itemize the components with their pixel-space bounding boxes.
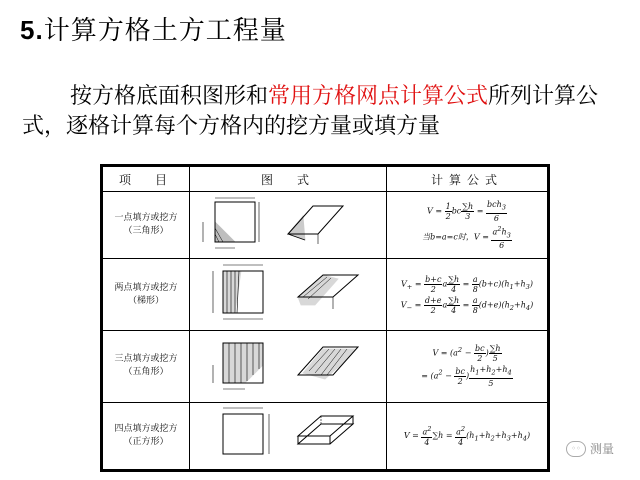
- table-row: [103, 330, 548, 402]
- formula-table: [100, 164, 550, 472]
- row-item: 两点填方或挖方 （梯形）: [103, 259, 190, 331]
- para-part2: 所列计算公式，逐格计算每个方格内的挖方量或填方量: [22, 84, 599, 139]
- row-item: 三点填方或挖方 （五角形）: [103, 330, 190, 402]
- square-diagram: [193, 404, 383, 464]
- pentagon-figure: [190, 330, 387, 402]
- square-figure: [190, 402, 387, 469]
- table-row: [103, 192, 548, 259]
- para-highlight: 常用方格网点计算公式: [268, 84, 489, 109]
- triangle-diagram: [193, 194, 383, 254]
- title-number: 5.: [20, 15, 44, 45]
- watermark-text: 测量: [590, 442, 615, 456]
- table-row: [103, 402, 548, 469]
- pentagon-diagram: [193, 333, 383, 397]
- chat-bubble-icon: ◦◦: [566, 441, 586, 457]
- slide-title: [20, 10, 287, 47]
- trapezoid-figure: [190, 259, 387, 331]
- formula-cell: V = $\frac{a^2}{4}$ ∑h = $\frac{a^2}{4}$ $(h_1+h_2+h_3+h_4)$: [387, 402, 548, 469]
- trapezoid-diagram: [193, 261, 383, 325]
- formula-cell: V = $\frac{1}{2}$ bc $\frac{\sum h}{3}$ = $\frac{bch_3}{6}$ 当b=a=c时，V = $\frac{a^2h_3}{6}$: [387, 192, 548, 259]
- intro-paragraph: [22, 82, 622, 142]
- table-row: [103, 259, 548, 331]
- table-header-row: [103, 167, 548, 192]
- triangle-figure: [190, 192, 387, 259]
- header-formula: 计算公式: [387, 167, 548, 192]
- para-part1: 按方格底面积图形和: [70, 84, 269, 109]
- watermark: [566, 440, 614, 457]
- title-text: 计算方格土方工程量: [43, 16, 287, 46]
- header-item: 项 目: [103, 167, 190, 192]
- row-item: 四点填方或挖方 （正方形）: [103, 402, 190, 469]
- header-figure: 图 式: [190, 167, 387, 192]
- formula-cell: $V_+$ = $\frac{b+c}{2}$ a $\frac{\sum h}{4}$ = $\frac{a}{8}$ $(b+c)(h_1+h_3)$ $V_-$ = $\frac{d+e}{2}$ a $\frac{\sum h}{4}$ = $\frac{a}{8}$ $(d+e)(h_2+h_4)$: [387, 259, 548, 331]
- formula-cell: $V = (a^2$ − $\frac{bc}{2}$ ) $\frac{\sum h}{5}$ = ($a^2$ − $\frac{bc}{2}$ ) $\frac{h_1+h_2+h_4}{5}$: [387, 330, 548, 402]
- row-item: 一点填方或挖方 （三角形）: [103, 192, 190, 259]
